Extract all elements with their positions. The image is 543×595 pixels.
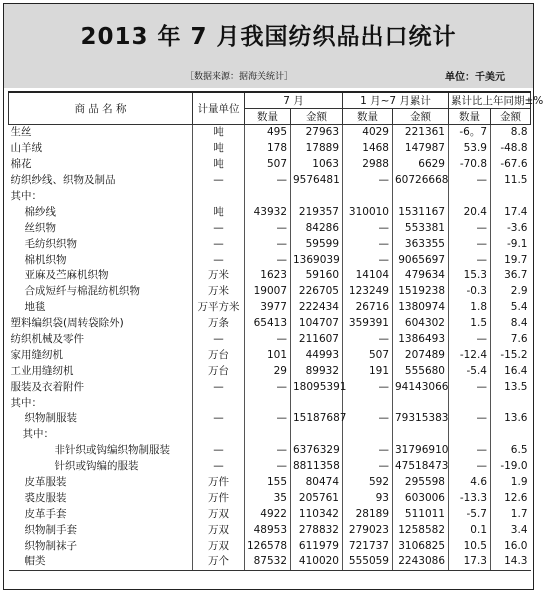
cell-month-amt: 1369039 [291,252,343,268]
cell-month-qty: 19007 [245,284,291,300]
cell-yoy-amt: 1.9 [491,475,531,491]
cell-product-name: 生丝 [10,126,32,139]
cell-yoy-amt: 6.5 [491,443,531,459]
cell-cum-amt: 3106825 [393,538,449,554]
cell-month-qty: — [245,173,291,189]
cell-unit: 万台 [193,347,245,363]
cell-month-amt: 9576481 [291,173,343,189]
table-row [9,522,531,538]
cell-unit: 万双 [193,506,245,522]
table-row [9,141,531,157]
cell-month-qty: 1623 [245,268,291,284]
cell-yoy-amt: 1.7 [491,506,531,522]
cell-cum-qty: — [343,379,393,395]
cell-yoy-amt [491,395,531,411]
cell-month-amt: 205761 [291,490,343,506]
cell-cum-amt: 207489 [393,347,449,363]
cell-product-name: 皮革服装 [24,476,67,489]
cell-product-name: 纺织机械及零件 [10,333,84,346]
cell-month-amt: 8811358 [291,459,343,475]
cell-yoy-qty: 0.1 [449,522,491,538]
cell-yoy-qty: — [449,173,491,189]
cell-product-name: 丝织物 [24,221,56,234]
cell-unit: — [193,173,245,189]
table-row [9,459,531,475]
cell-product-name: 帽类 [9,554,193,570]
cell-cum-qty: — [343,236,393,252]
cell-yoy-qty: 53.9 [449,141,491,157]
cell-yoy-qty: — [449,220,491,236]
cell-cum-qty: — [343,252,393,268]
cell-product-name: 其中： [10,190,42,202]
cell-product-name: 亚麻及苎麻机织物 [24,269,109,282]
cell-month-amt: 27963 [291,125,343,141]
cell-month-qty: 29 [245,363,291,379]
table-row [9,125,531,141]
cell-month-qty: 65413 [245,316,291,332]
cell-unit: 万个 [193,554,245,570]
cell-month-amt: 44993 [291,347,343,363]
cell-month-amt: 219357 [291,204,343,220]
cell-yoy-qty: -0.3 [449,284,491,300]
cell-unit: — [193,411,245,427]
cell-yoy-qty: — [449,379,491,395]
cell-month-amt [291,395,343,411]
header-yoy-amt: 金额 [491,109,531,125]
cell-yoy-qty: — [449,252,491,268]
header-cum-amt: 金额 [393,109,449,125]
cell-product-name: 其中： [22,428,54,441]
table-row [9,554,531,570]
header-cumulative: 1 月~7 月累计 [343,92,449,109]
table-row [9,363,531,379]
cell-cum-qty [343,427,393,443]
cell-yoy-amt: 13.5 [491,379,531,395]
cell-cum-qty [343,189,393,205]
header-yoy: 累计比上年同期±% [449,92,531,109]
cell-cum-amt: 1380974 [393,300,449,316]
cell-product-name: 家用缝纫机 [10,348,63,361]
table-row [9,157,531,173]
cell-month-amt: 226705 [291,284,343,300]
cell-unit: 万米 [193,284,245,300]
table-row [9,395,531,411]
cell-unit: 万平方米 [193,300,245,316]
cell-cum-qty: — [343,332,393,348]
cell-unit [193,427,245,443]
cell-product-name: 其中： [10,396,42,409]
cell-yoy-qty: — [449,443,491,459]
cell-unit: 万条 [193,316,245,332]
cell-yoy-qty: 4.6 [449,475,491,491]
cell-yoy-amt [491,189,531,205]
cell-cum-qty: 279023 [343,522,393,538]
cell-month-qty: 507 [245,157,291,173]
cell-yoy-qty: -13.3 [449,490,491,506]
cell-unit: 万件 [193,490,245,506]
cell-unit: — [193,220,245,236]
cell-yoy-qty: 10.5 [449,538,491,554]
cell-cum-amt: 31796910 [393,443,449,459]
cell-month-qty: 178 [245,141,291,157]
cell-product-name: 棉纱线 [24,205,56,218]
cell-cum-amt: 94143066 [393,379,449,395]
table-row [9,220,531,236]
header-product-name: 商 品 名 称 [9,92,193,125]
header-month-qty: 数量 [245,109,291,125]
cell-cum-qty [343,395,393,411]
cell-yoy-qty [449,189,491,205]
cell-yoy-amt: -48.8 [491,141,531,157]
cell-unit [193,189,245,205]
cell-unit: 吨 [193,125,245,141]
cell-unit: — [193,332,245,348]
cell-cum-qty: — [343,459,393,475]
cell-yoy-amt: 19.7 [491,252,531,268]
cell-cum-qty: 93 [343,490,393,506]
table-row [9,189,531,205]
cell-month-qty: — [245,459,291,475]
cell-product-name: 山羊绒 [10,142,42,155]
cell-yoy-amt: 11.5 [491,173,531,189]
cell-cum-amt: 1519238 [393,284,449,300]
cell-month-amt: 104707 [291,316,343,332]
table-row [9,427,531,443]
header-unit: 计量单位 [193,92,245,125]
table-row [9,204,531,220]
cell-month-amt: 6376329 [291,443,343,459]
table-row [9,332,531,348]
cell-yoy-amt: 3.4 [491,522,531,538]
cell-yoy-amt: -3.6 [491,220,531,236]
cell-cum-qty: 721737 [343,538,393,554]
header-month-amt: 金额 [291,109,343,125]
cell-cum-qty: 28189 [343,506,393,522]
cell-unit: 万米 [193,268,245,284]
cell-month-amt: 222434 [291,300,343,316]
title-band [4,4,533,88]
cell-cum-qty: 26716 [343,300,393,316]
cell-yoy-qty: 17.3 [449,554,491,570]
table-row [9,490,531,506]
table-row [9,347,531,363]
cell-month-qty: — [245,220,291,236]
cell-cum-qty: 592 [343,475,393,491]
cell-cum-amt: 479634 [393,268,449,284]
cell-unit: — [193,379,245,395]
cell-unit: — [193,252,245,268]
cell-product-name: 皮革手套 [24,507,67,520]
cell-yoy-amt: 14.3 [491,554,531,570]
cell-product-name: 塑料编织袋(周转袋除外) [10,317,124,330]
cell-product-name: 棉机织物 [24,253,67,266]
cell-yoy-amt: 17.4 [491,204,531,220]
cell-yoy-amt: 8.8 [491,125,531,141]
cell-cum-qty: 507 [343,347,393,363]
table-row [9,475,531,491]
cell-month-qty: 35 [245,490,291,506]
cell-yoy-qty: -5.4 [449,363,491,379]
cell-product-name: 工业用缝纫机 [10,364,74,377]
cell-cum-qty: 359391 [343,316,393,332]
cell-unit [193,395,245,411]
cell-yoy-qty: 1.8 [449,300,491,316]
cell-product-name: 地毯 [24,301,46,314]
cell-cum-amt: 604302 [393,316,449,332]
cell-cum-qty: 14104 [343,268,393,284]
cell-yoy-amt [491,427,531,443]
cell-yoy-qty: — [449,332,491,348]
cell-month-qty: 87532 [245,554,291,570]
cell-product-name: 毛纺织织物 [24,237,77,250]
table-row [9,300,531,316]
cell-month-amt: 410020 [291,554,343,570]
data-source: ［数据来源：据海关统计］ [185,72,294,82]
cell-product-name: 织物制手套 [24,523,77,536]
cell-product-name: 棉花 [10,158,32,171]
cell-month-amt: 80474 [291,475,343,491]
cell-cum-amt: 221361 [393,125,449,141]
cell-yoy-qty: — [449,411,491,427]
cell-yoy-amt: -9.1 [491,236,531,252]
cell-unit: 吨 [193,204,245,220]
table-row [9,411,531,427]
cell-yoy-amt: 12.6 [491,490,531,506]
cell-month-amt: 1063 [291,157,343,173]
cell-cum-amt: 511011 [393,506,449,522]
cell-month-qty: — [245,236,291,252]
cell-cum-amt: 47518473 [393,459,449,475]
cell-cum-qty: — [343,411,393,427]
cell-unit: 万双 [193,538,245,554]
table-row [9,284,531,300]
cell-yoy-qty: -5.7 [449,506,491,522]
cell-month-amt: 84286 [291,220,343,236]
cell-month-amt: 59599 [291,236,343,252]
cell-month-qty: 48953 [245,522,291,538]
cell-cum-amt: 295598 [393,475,449,491]
cell-cum-qty: — [343,220,393,236]
cell-unit: 万台 [193,363,245,379]
cell-cum-amt: 147987 [393,141,449,157]
cell-yoy-amt: 13.6 [491,411,531,427]
header-cum-qty: 数量 [343,109,393,125]
cell-month-qty: — [245,332,291,348]
cell-yoy-qty: 15.3 [449,268,491,284]
cell-cum-amt: 79315383 [393,411,449,427]
cell-yoy-qty: -70.8 [449,157,491,173]
cell-yoy-amt: -15.2 [491,347,531,363]
cell-month-amt [291,189,343,205]
cell-month-qty [245,189,291,205]
cell-cum-qty: 123249 [343,284,393,300]
cell-yoy-qty: — [449,459,491,475]
cell-cum-amt: 1386493 [393,332,449,348]
cell-yoy-qty: -6。7 [449,125,491,141]
table-row [9,379,531,395]
cell-month-qty: 495 [245,125,291,141]
table-row [9,443,531,459]
export-statistics-table [8,91,543,571]
cell-product-name: 针织或钩编的服装 [54,460,139,473]
cell-product-name: 纺织纱线、织物及制品 [10,174,116,187]
cell-cum-amt [393,427,449,443]
table-row [9,268,531,284]
cell-unit: — [193,443,245,459]
cell-month-qty: 3977 [245,300,291,316]
cell-yoy-qty: — [449,236,491,252]
cell-cum-amt: 603006 [393,490,449,506]
cell-month-qty [245,395,291,411]
cell-cum-qty: 191 [343,363,393,379]
cell-yoy-amt: 2.9 [491,284,531,300]
cell-cum-amt [393,395,449,411]
cell-month-qty: 4922 [245,506,291,522]
cell-yoy-qty: -12.4 [449,347,491,363]
cell-yoy-qty: 1.5 [449,316,491,332]
cell-cum-qty: 555059 [343,554,393,570]
cell-month-amt: 278832 [291,522,343,538]
currency-unit: 单位：千美元 [445,72,505,83]
cell-product-name: 合成短纤与棉混纺机织物 [24,285,140,298]
cell-cum-qty: — [343,443,393,459]
cell-cum-amt: 6629 [393,157,449,173]
cell-product-name: 服装及衣着附件 [10,380,84,393]
cell-month-amt: 211607 [291,332,343,348]
cell-yoy-amt: 16.4 [491,363,531,379]
cell-unit: 吨 [193,141,245,157]
cell-cum-qty: 4029 [343,125,393,141]
cell-yoy-qty [449,395,491,411]
cell-month-qty: — [245,379,291,395]
table-row [9,538,531,554]
cell-month-qty: — [245,411,291,427]
cell-cum-qty: 1468 [343,141,393,157]
cell-cum-qty: 2988 [343,157,393,173]
cell-yoy-qty: 20.4 [449,204,491,220]
cell-yoy-amt: 36.7 [491,268,531,284]
cell-product-name: 非针织或钩编织物制服装 [54,444,170,457]
cell-yoy-amt: -67.6 [491,157,531,173]
cell-cum-amt: 553381 [393,220,449,236]
cell-product-name: 织物制袜子 [24,539,77,552]
cell-cum-amt: 2243086 [393,554,449,570]
cell-cum-amt: 9065697 [393,252,449,268]
cell-month-qty: 155 [245,475,291,491]
cell-month-amt: 15187687 [291,411,343,427]
cell-month-amt: 110342 [291,506,343,522]
cell-unit: — [193,459,245,475]
cell-month-amt: 18095391 [291,379,343,395]
page-title: 2013 年 7 月我国纺织品出口统计 [80,24,457,50]
cell-cum-amt [393,189,449,205]
cell-month-qty: 101 [245,347,291,363]
cell-month-amt: 59160 [291,268,343,284]
cell-cum-amt: 555680 [393,363,449,379]
cell-yoy-amt: 5.4 [491,300,531,316]
cell-unit: 吨 [193,157,245,173]
cell-month-qty: 126578 [245,538,291,554]
cell-unit: 万件 [193,475,245,491]
table-row [9,506,531,522]
table-header [9,92,543,125]
cell-yoy-amt: 7.6 [491,332,531,348]
table-row [9,173,531,189]
cell-cum-amt: 60726668 [393,173,449,189]
cell-month-amt: 17889 [291,141,343,157]
header-month: 7 月 [245,92,343,109]
cell-cum-qty: 310010 [343,204,393,220]
cell-month-amt: 611979 [291,538,343,554]
cell-yoy-amt: -19.0 [491,459,531,475]
table-row [9,236,531,252]
cell-month-qty: — [245,252,291,268]
cell-cum-amt: 363355 [393,236,449,252]
cell-month-qty [245,427,291,443]
cell-yoy-qty [449,427,491,443]
table-body [9,125,531,571]
header-yoy-qty: 数量 [449,109,491,125]
cell-month-qty: 43932 [245,204,291,220]
cell-month-qty: — [245,443,291,459]
cell-yoy-amt: 8.4 [491,316,531,332]
cell-month-amt [291,427,343,443]
table-row [9,252,531,268]
cell-yoy-amt: 16.0 [491,538,531,554]
cell-cum-amt: 1258582 [393,522,449,538]
cell-product-name: 裘皮服装 [24,491,67,504]
cell-unit: 万双 [193,522,245,538]
cell-product-name: 织物制服装 [24,412,77,425]
cell-month-amt: 89932 [291,363,343,379]
table-row [9,316,531,332]
cell-cum-qty: — [343,173,393,189]
cell-cum-amt: 1531167 [393,204,449,220]
cell-unit: — [193,236,245,252]
